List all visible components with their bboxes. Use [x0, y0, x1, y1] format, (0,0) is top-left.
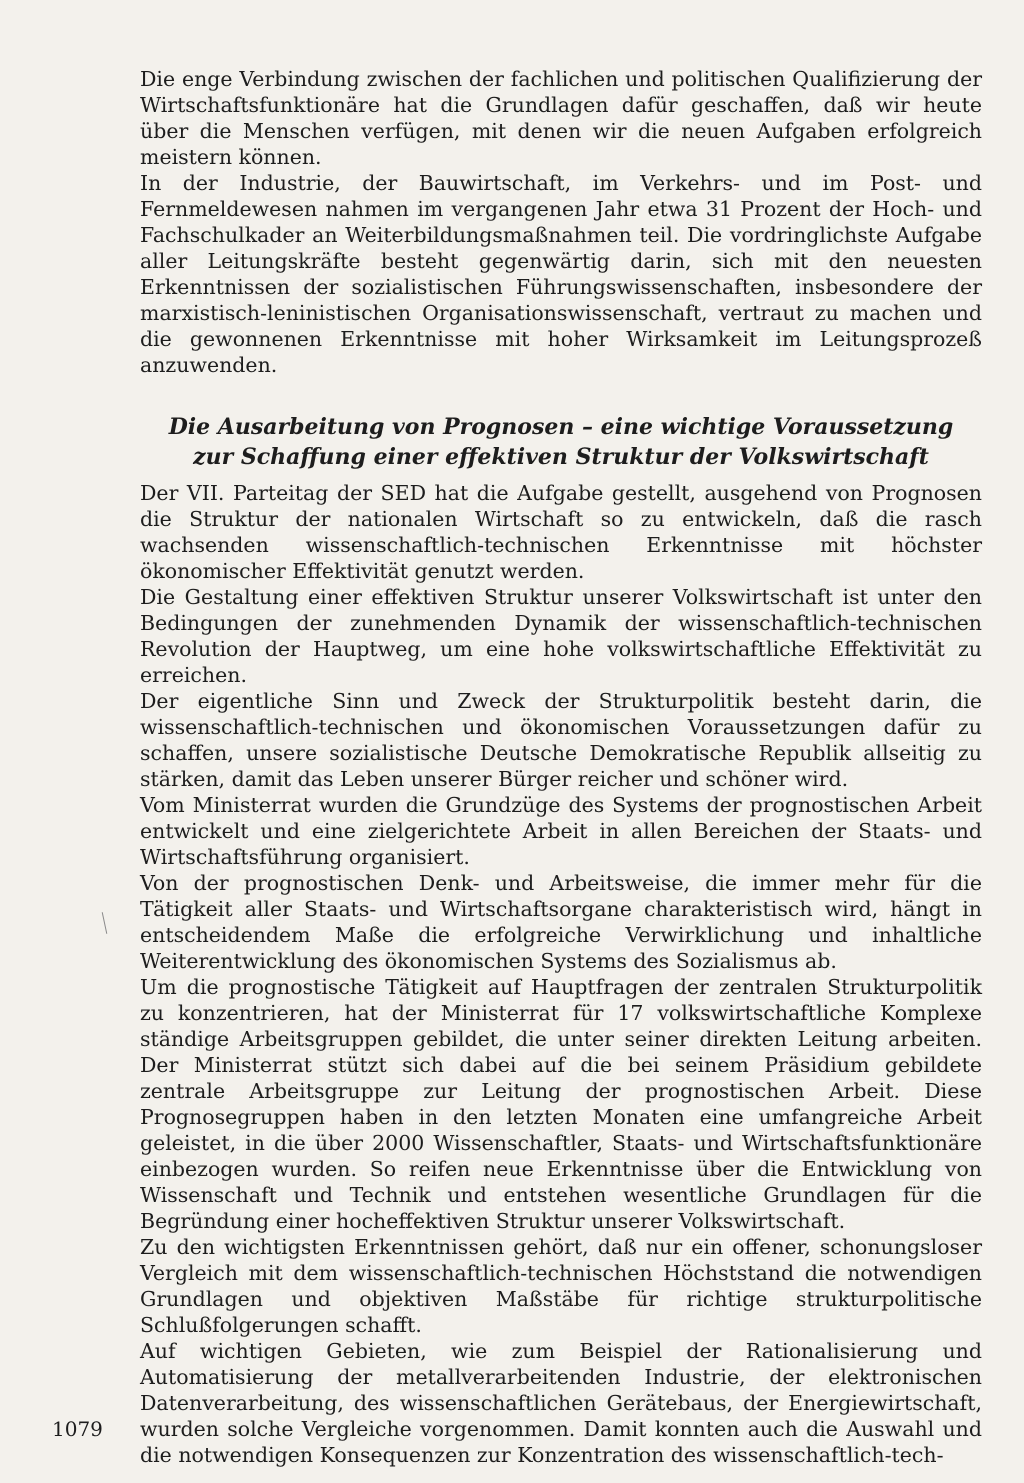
- section-heading: [140, 412, 982, 472]
- section-heading-line-2: zur Schaffung einer effektiven Struktur der Volkswirtschaft: [193, 444, 929, 470]
- paragraph-section-1: Der VII. Parteitag der SED hat die Aufgabe gestellt, ausgehend von Prognosen die Struktur der nationalen Wirtschaft so zu entwickeln, daß die rasch wachsenden wissenschaftlich-technischen Erkenntnisse mit höchster ökonomischer Effektivität genutzt werden.: [140, 481, 982, 583]
- margin-pencil-mark: [102, 912, 108, 934]
- paragraph-section-6: Um die prognostische Tätigkeit auf Hauptfragen der zentralen Strukturpolitik zu konzentrieren, hat der Ministerrat für 17 volkswirtschaftliche Komplexe ständige Arbeitsgruppen gebildet, die unter seiner direkten Leitung arbeiten. Der Ministerrat stützt sich dabei auf die bei seinem Präsidium gebildete zentrale Arbeitsgruppe zur Leitung der prognostischen Arbeit. Diese Prognosegruppen haben in den letzten Monaten eine umfangreiche Arbeit geleistet, in die über 2000 Wissenschaftler, Staats- und Wirtschaftsfunktionäre einbezogen wurden. So reifen neue Erkenntnisse über die Entwicklung von Wissenschaft und Technik und entstehen wesentliche Grundlagen für die Begründung einer hocheffektiven Struktur unserer Volkswirtschaft.: [140, 975, 982, 1233]
- paragraph-intro-1: Die enge Verbindung zwischen der fachlichen und politischen Qualifizierung der Wirtschaftsfunktionäre hat die Grundlagen dafür geschaffen, daß wir heute über die Menschen verfügen, mit denen wir die neuen Aufgaben erfolgreich meistern können.: [140, 67, 982, 169]
- paragraph-section-3: Der eigentliche Sinn und Zweck der Strukturpolitik besteht darin, die wissenschaftlich-technischen und ökonomischen Voraussetzungen dafür zu schaffen, unsere sozialistische Deutsche Demokratische Republik allseitig zu stärken, damit das Leben unserer Bürger reicher und schöner wird.: [140, 689, 982, 791]
- paragraph-section-7: Zu den wichtigsten Erkenntnissen gehört, daß nur ein offener, schonungsloser Vergleich mit dem wissenschaftlich-technischen Höchststand die notwendigen Grundlagen und objektiven Maßstäbe für richtige strukturpolitische Schlußfolgerungen schafft.: [140, 1235, 982, 1337]
- section-spacer: [140, 378, 982, 412]
- paragraph-section-5: Von der prognostischen Denk- und Arbeitsweise, die immer mehr für die Tätigkeit aller Staats- und Wirtschaftsorgane charakteristisch wird, hängt in entscheidendem Maße die erfolgreiche Verwirklichung und inhaltliche Weiterentwicklung des ökonomischen Systems des Sozialismus ab.: [140, 871, 982, 973]
- paragraph-intro-2: In der Industrie, der Bauwirtschaft, im Verkehrs- und im Post- und Fernmeldewesen nahmen im vergangenen Jahr etwa 31 Prozent der Hoch- und Fachschulkader an Weiterbildungsmaßnahmen teil. Die vordringlichste Aufgabe aller Leitungskräfte besteht gegenwärtig darin, sich mit den neuesten Erkenntnissen der sozialistischen Führungswissenschaften, insbesondere der marxistisch-leninistischen Organisationswissenschaft, vertraut zu machen und die gewonnenen Erkenntnisse mit hoher Wirksamkeit im Leitungsprozeß anzuwenden.: [140, 171, 982, 377]
- page-number: 1079: [52, 1417, 103, 1441]
- section-heading-line-1: Die Ausarbeitung von Prognosen – eine wichtige Voraussetzung: [168, 414, 954, 440]
- paragraph-section-8: Auf wichtigen Gebieten, wie zum Beispiel der Rationalisierung und Automatisierung der metallverarbeitenden Industrie, der elektronischen Datenverarbeitung, des wissenschaftlichen Gerätebaus, der Energiewirtschaft, wurden solche Vergleiche vorgenommen. Damit konnten auch die Auswahl und die notwendigen Konsequenzen zur Konzentration des wissenschaftlich-tech-: [140, 1339, 982, 1467]
- paragraph-section-2: Die Gestaltung einer effektiven Struktur unserer Volkswirtschaft ist unter den Bedingungen der zunehmenden Dynamik der wissenschaftlich-technischen Revolution der Hauptweg, um eine hohe volkswirtschaftliche Effektivität zu erreichen.: [140, 585, 982, 687]
- document-page: [140, 66, 982, 1468]
- paragraph-section-4: Vom Ministerrat wurden die Grundzüge des Systems der prognostischen Arbeit entwickelt und eine zielgerichtete Arbeit in allen Bereichen der Staats- und Wirtschaftsführung organisiert.: [140, 793, 982, 869]
